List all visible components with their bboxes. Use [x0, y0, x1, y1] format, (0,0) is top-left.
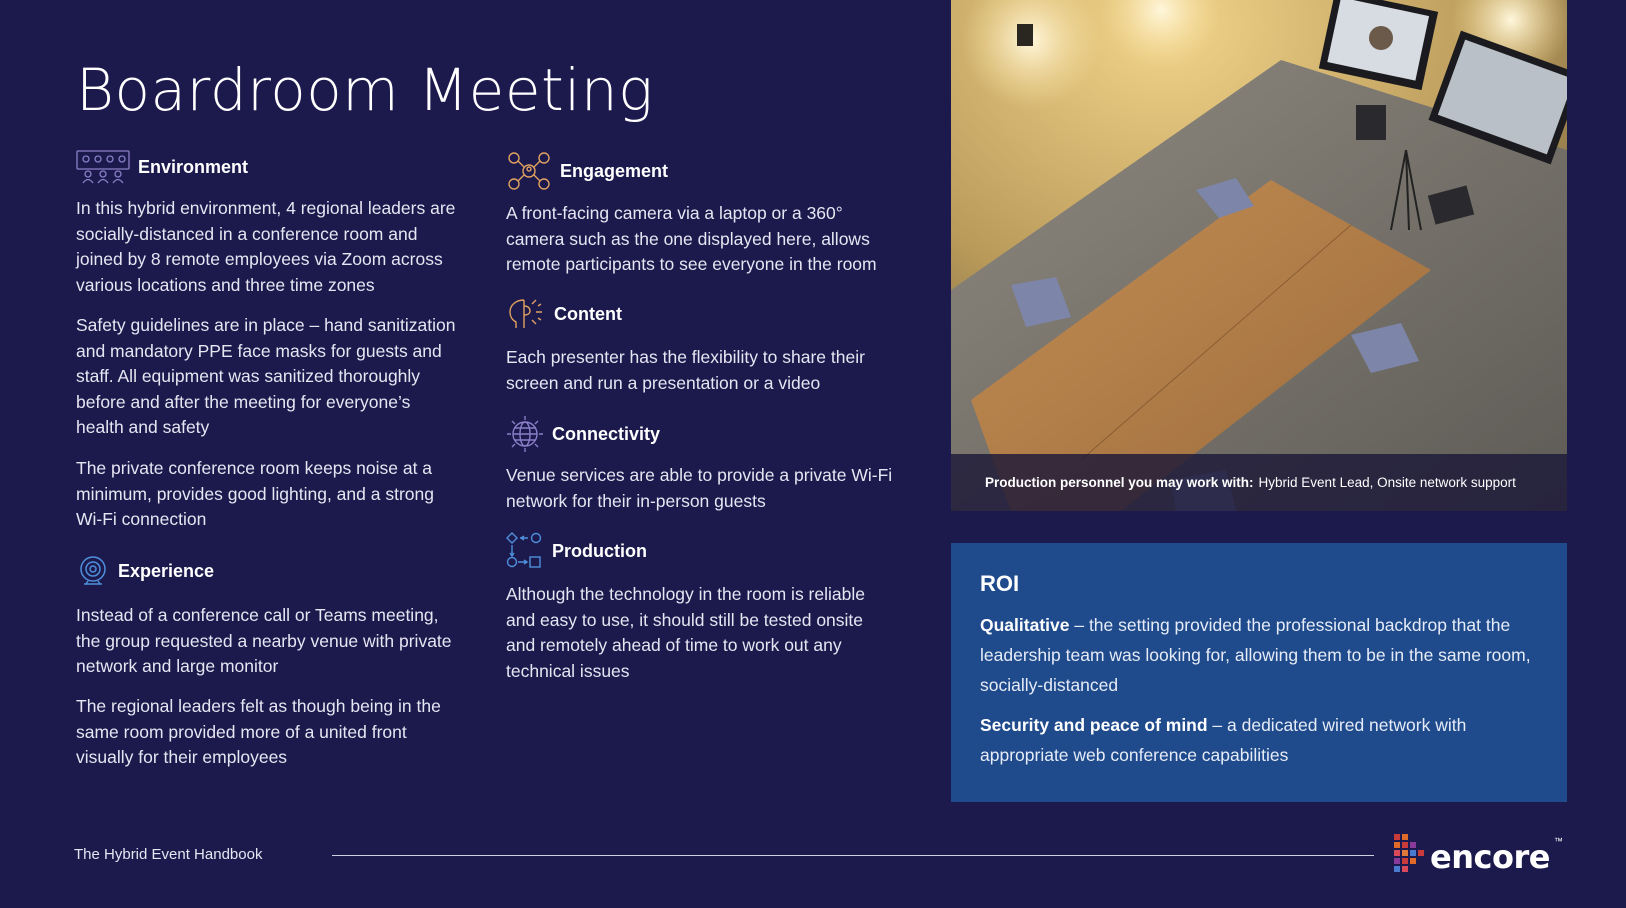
workflow-icon — [506, 531, 544, 571]
webcam-icon — [76, 554, 110, 588]
roi-item-text: – a dedicated wired network with appropriate web conference capabilities — [980, 715, 1467, 765]
content-paragraph: Each presenter has the flexibility to share their screen and run a presentation or a video — [506, 347, 865, 393]
roi-item-text: – the setting provided the professional backdrop that the leadership team was looking for, allowing them to be in the same room, socially-distanced — [980, 615, 1531, 695]
environment-paragraph-2: Safety guidelines are in place – hand sanitization and mandatory PPE face masks for guests and staff. All equipment was sanitized thoroughly before and after the meeting for everyone’s health and safety — [76, 315, 456, 437]
caption-label: Production personnel you may work with: — [985, 475, 1254, 490]
roi-item-qualitative — [980, 610, 1539, 700]
encore-logo-wordmark: encore — [1430, 837, 1550, 876]
environment-paragraph-1: In this hybrid environment, 4 regional leaders are socially-distanced in a conference room and joined by 8 remote employees via Zoom across various locations and three time zones — [76, 198, 456, 295]
roi-item-security — [980, 710, 1539, 770]
experience-paragraph-1: Instead of a conference call or Teams meeting, the group requested a nearby venue with private network and large monitor — [76, 605, 452, 676]
page-title: Boardroom Meeting — [76, 56, 654, 124]
engagement-paragraph: A front-facing camera via a laptop or a 360° camera such as the one displayed here, allows remote participants to see everyone in the room — [506, 203, 877, 274]
roi-item-label: Qualitative — [980, 615, 1070, 635]
production-paragraph: Although the technology in the room is reliable and easy to use, it should still be tested onsite and remotely ahead of time to work out any technical issues — [506, 584, 865, 681]
connectivity-paragraph: Venue services are able to provide a private Wi-Fi network for their in-person guests — [506, 465, 893, 511]
content-heading — [506, 296, 622, 332]
production-heading — [506, 531, 647, 571]
trademark-symbol: ™ — [1553, 836, 1563, 846]
boardroom-photo — [951, 0, 1567, 511]
roi-heading: ROI — [980, 571, 1020, 596]
environment-heading — [76, 150, 248, 184]
connectivity-heading-label: Connectivity — [552, 423, 661, 444]
network-people-icon — [506, 150, 552, 192]
people-meeting-icon — [76, 150, 130, 184]
connectivity-heading — [506, 414, 660, 454]
engagement-heading-label: Engagement — [560, 160, 669, 181]
photo-caption — [951, 454, 1567, 511]
globe-gear-icon — [506, 414, 544, 454]
caption-value: Hybrid Event Lead, Onsite network support — [1258, 475, 1516, 490]
content-heading-label: Content — [554, 303, 622, 324]
footer-divider — [332, 855, 1374, 856]
experience-heading-label: Experience — [118, 560, 215, 581]
experience-heading — [76, 554, 214, 588]
environment-paragraph-3: The private conference room keeps noise at a minimum, provides good lighting, and a strong Wi-Fi connection — [76, 458, 434, 529]
environment-heading-label: Environment — [138, 156, 249, 177]
footer-handbook-title: The Hybrid Event Handbook — [74, 846, 263, 863]
encore-logo-mark-icon — [1392, 832, 1426, 881]
boardroom-illustration — [951, 0, 1567, 511]
roi-item-label: Security and peace of mind — [980, 715, 1208, 735]
production-heading-label: Production — [552, 540, 647, 561]
brain-icon — [506, 296, 546, 332]
experience-paragraph-2: The regional leaders felt as though being in the same room provided more of a united front visually for their employees — [76, 696, 441, 767]
encore-logo — [1392, 832, 1563, 881]
roi-panel — [951, 543, 1567, 802]
engagement-heading — [506, 150, 668, 192]
